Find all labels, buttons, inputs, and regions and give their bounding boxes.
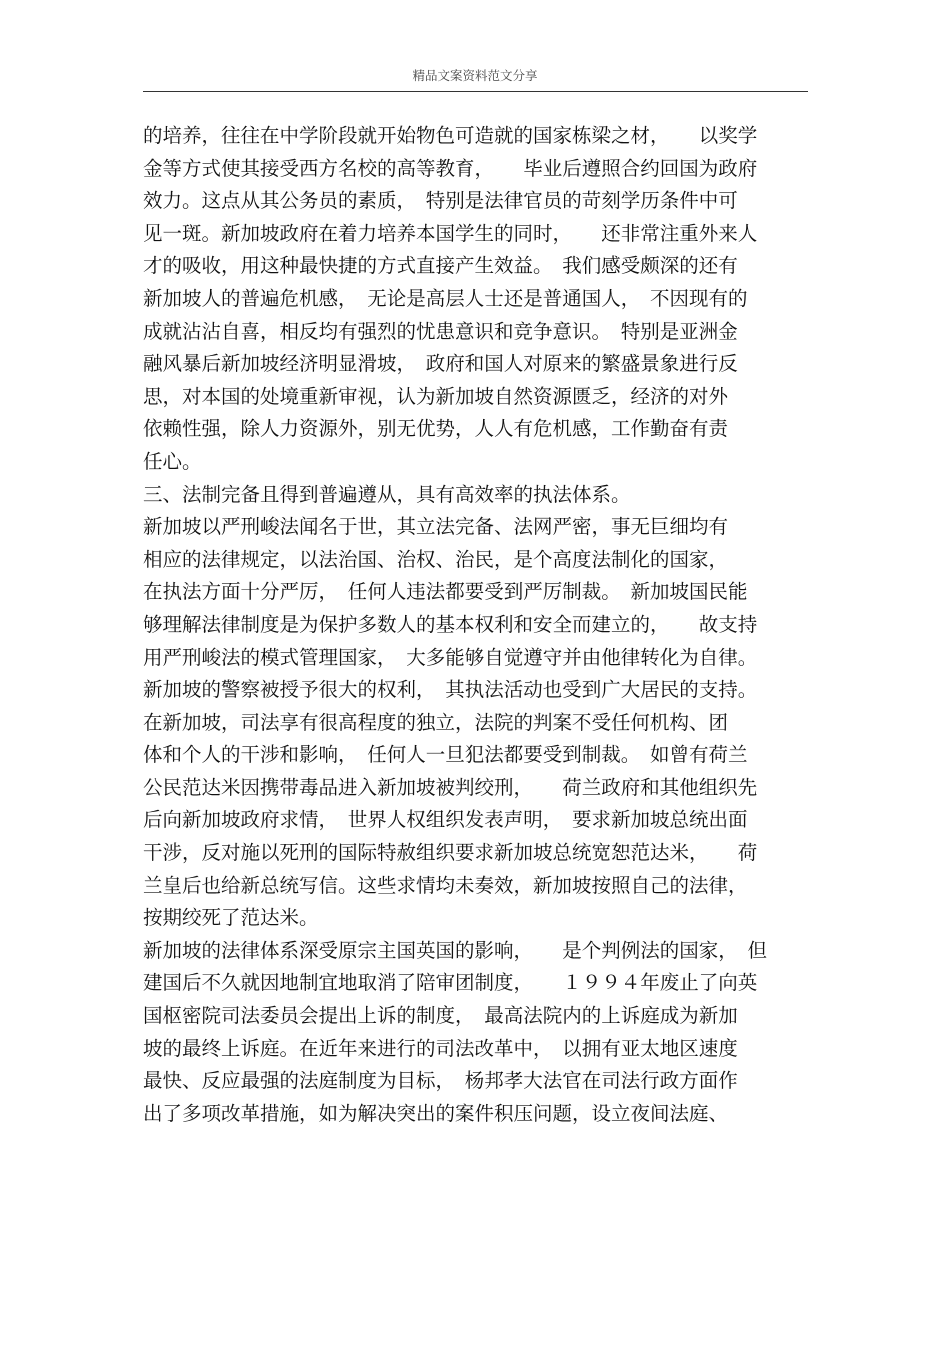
page-header: 精品文案资料范文分享 bbox=[412, 68, 538, 83]
text-line: 新加坡的警察被授予很大的权利， 其执法活动也受到广大居民的支持。 bbox=[143, 678, 758, 702]
text-line: 坡的最终上诉庭。在近年来进行的司法改革中， 以拥有亚太地区速度 bbox=[143, 1036, 738, 1060]
text-line: 金等方式使其接受西方名校的高等教育， 毕业后遵照合约回国为政府 bbox=[143, 156, 758, 180]
text-line: 兰皇后也给新总统写信。这些求情均未奏效，新加坡按照自己的法律， bbox=[143, 873, 748, 897]
text-line: 依赖性强，除人力资源外，别无优势，人人有危机感，工作勤奋有责 bbox=[143, 417, 729, 441]
text-line: 按期绞死了范达米。 bbox=[143, 906, 319, 930]
header-divider bbox=[143, 91, 808, 92]
text-line: 后向新加坡政府求情， 世界人权组织发表声明， 要求新加坡总统出面 bbox=[143, 808, 748, 832]
text-line: 成就沾沾自喜，相反均有强烈的忧患意识和竞争意识。 特别是亚洲金 bbox=[143, 319, 738, 343]
text-line: 够理解法律制度是为保护多数人的基本权利和安全而建立的， 故支持 bbox=[143, 612, 758, 636]
text-line: 相应的法律规定，以法治国、治权、治民，是个高度法制化的国家， bbox=[143, 547, 729, 571]
text-line: 国枢密院司法委员会提出上诉的制度， 最高法院内的上诉庭成为新加 bbox=[143, 1004, 738, 1028]
text-line: 的培养，往往在中学阶段就开始物色可造就的国家栋梁之材， 以奖学 bbox=[143, 124, 758, 147]
section-heading: 三、法制完备且得到普遍遵从，具有高效率的执法体系。 bbox=[143, 482, 631, 506]
text-line: 最快、反应最强的法庭制度为目标， 杨邦孝大法官在司法行政方面作 bbox=[143, 1069, 738, 1093]
text-line: 体和个人的干涉和影响， 任何人一旦犯法都要受到制裁。 如曾有荷兰 bbox=[143, 743, 748, 767]
text-line: 干涉，反对施以死刑的国际特赦组织要求新加坡总统宽恕范达米， 荷 bbox=[143, 841, 758, 865]
text-line: 在执法方面十分严厉， 任何人违法都要受到严厉制裁。 新加坡国民能 bbox=[143, 580, 748, 604]
text-line: 在新加坡，司法享有很高程度的独立，法院的判案不受任何机构、团 bbox=[143, 710, 729, 734]
text-line: 出了多项改革措施，如为解决突出的案件积压问题，设立夜间法庭、 bbox=[143, 1101, 729, 1125]
text-line: 新加坡人的普遍危机感， 无论是高层人士还是普通国人， 不因现有的 bbox=[143, 286, 748, 310]
text-line: 任心。 bbox=[143, 449, 202, 473]
text-line: 公民范达米因携带毒品进入新加坡被判绞刑， 荷兰政府和其他组织先 bbox=[143, 775, 758, 799]
text-line: 见一斑。新加坡政府在着力培养本国学生的同时， 还非常注重外来人 bbox=[143, 221, 758, 245]
text-line: 融风暴后新加坡经济明显滑坡， 政府和国人对原来的繁盛景象进行反 bbox=[143, 352, 738, 376]
text-line: 效力。这点从其公务员的素质， 特别是法律官员的苛刻学历条件中可 bbox=[143, 189, 738, 213]
text-line: 才的吸收，用这种最快捷的方式直接产生效益。 我们感受颇深的还有 bbox=[143, 254, 738, 278]
text-line: 新加坡以严刑峻法闻名于世，其立法完备、法网严密，事无巨细均有 bbox=[143, 515, 729, 539]
text-line: 建国后不久就因地制宜地取消了陪审团制度， １９９４年废止了向英 bbox=[143, 971, 758, 995]
text-line: 新加坡的法律体系深受原宗主国英国的影响， 是个判例法的国家， 但 bbox=[143, 938, 768, 962]
text-line: 用严刑峻法的模式管理国家， 大多能够自觉遵守并由他律转化为自律。 bbox=[143, 645, 758, 669]
text-line: 思，对本国的处境重新审视，认为新加坡自然资源匮乏，经济的对外 bbox=[143, 384, 729, 408]
document-body bbox=[143, 120, 808, 1130]
